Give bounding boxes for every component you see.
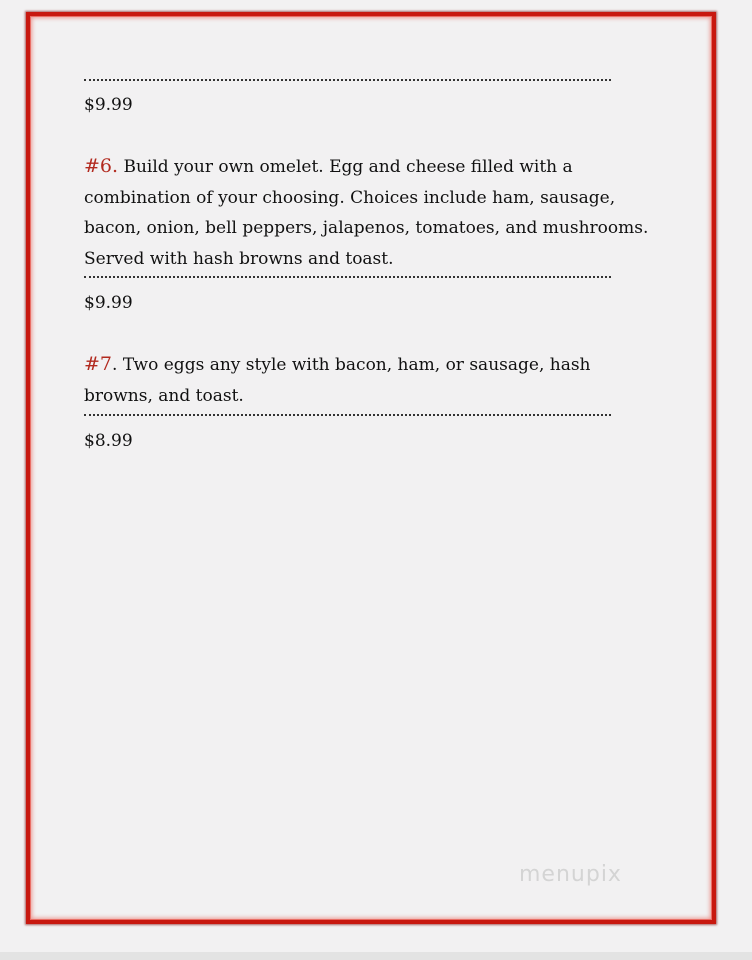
price-top: $9.99: [84, 95, 133, 115]
item-number: #7: [84, 353, 113, 375]
dotted-leader: [84, 79, 611, 81]
item-description: Build your own omelet. Egg and cheese filled with a combination of your choosing. Choices include ham, sausage, bacon, onion, bell peppers, jalapenos, tomatoes, and mushrooms. Served with hash browns and toast.: [84, 157, 649, 269]
menu-frame: [26, 12, 716, 924]
item-description: . Two eggs any style with bacon, ham, or sausage, hash browns, and toast.: [84, 355, 591, 406]
menu-item-7: [84, 349, 664, 411]
item-number: #6.: [84, 155, 119, 177]
menupix-watermark: menupix: [519, 862, 622, 887]
bottom-strip: [0, 952, 752, 960]
item-price: $8.99: [84, 431, 133, 451]
dotted-leader: [84, 276, 611, 278]
dotted-leader: [84, 414, 611, 416]
item-price: $9.99: [84, 293, 133, 313]
menu-item-6: [84, 151, 664, 274]
